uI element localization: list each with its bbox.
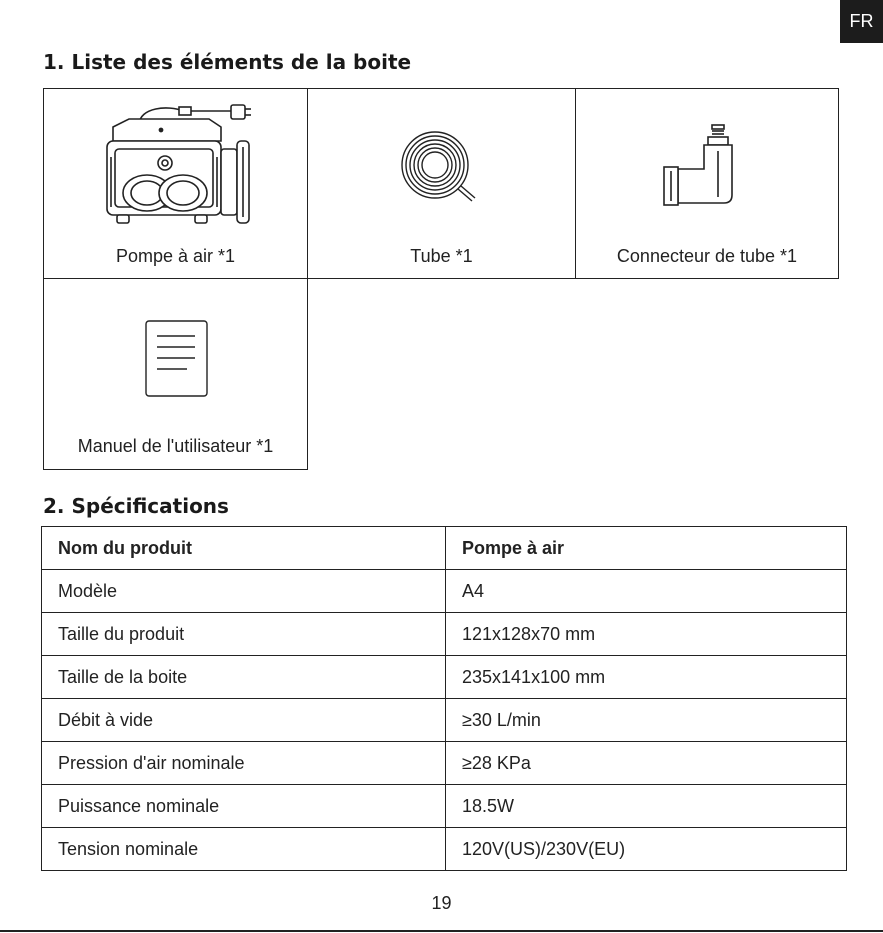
- elbow-connector-icon: [658, 123, 738, 209]
- section-title-specifications: 2. Spécifications: [43, 494, 229, 518]
- table-row: [42, 785, 847, 828]
- spec-value-cell: 235x141x100 mm: [446, 656, 847, 699]
- item-box-tube: [307, 88, 576, 279]
- table-row: [42, 570, 847, 613]
- item-label-connector: Connecteur de tube *1: [616, 246, 798, 266]
- spec-name-cell: Taille de la boite: [42, 656, 446, 699]
- spec-name-cell: Puissance nominale: [42, 785, 446, 828]
- table-row: [42, 613, 847, 656]
- spec-value-cell: Pompe à air: [446, 527, 847, 570]
- item-label-tube: Tube *1: [410, 246, 473, 266]
- spec-name-cell: Tension nominale: [42, 828, 446, 871]
- spec-name-cell: Nom du produit: [42, 527, 446, 570]
- table-row: [42, 699, 847, 742]
- table-row: [42, 828, 847, 871]
- specifications-table: [41, 526, 847, 871]
- spec-value-cell: 120V(US)/230V(EU): [446, 828, 847, 871]
- spec-value-cell: ≥28 KPa: [446, 742, 847, 785]
- bottom-divider: [0, 930, 883, 932]
- manual-icon: [145, 320, 209, 398]
- language-tab-label: FR: [849, 11, 874, 31]
- spec-value-cell: A4: [446, 570, 847, 613]
- table-row: [42, 656, 847, 699]
- section-title-box-contents: 1. Liste des éléments de la boite: [43, 50, 412, 74]
- page-number: 19: [431, 893, 452, 913]
- spec-name-cell: Débit à vide: [42, 699, 446, 742]
- spec-name-cell: Pression d'air nominale: [42, 742, 446, 785]
- spec-name-cell: Modèle: [42, 570, 446, 613]
- item-box-air-pump: [43, 88, 308, 279]
- spec-value-cell: 121x128x70 mm: [446, 613, 847, 656]
- air-pump-icon: [99, 97, 259, 229]
- coiled-tube-icon: [398, 129, 478, 209]
- table-header-row: [42, 527, 847, 570]
- spec-name-cell: Taille du produit: [42, 613, 446, 656]
- spec-value-cell: 18.5W: [446, 785, 847, 828]
- item-box-manual: [43, 278, 308, 470]
- spec-value-cell: ≥30 L/min: [446, 699, 847, 742]
- item-label-manual: Manuel de l'utilisateur *1: [77, 436, 274, 456]
- table-row: [42, 742, 847, 785]
- item-box-connector: [575, 88, 839, 279]
- item-label-air-pump: Pompe à air *1: [115, 246, 236, 266]
- language-tab: [840, 0, 883, 43]
